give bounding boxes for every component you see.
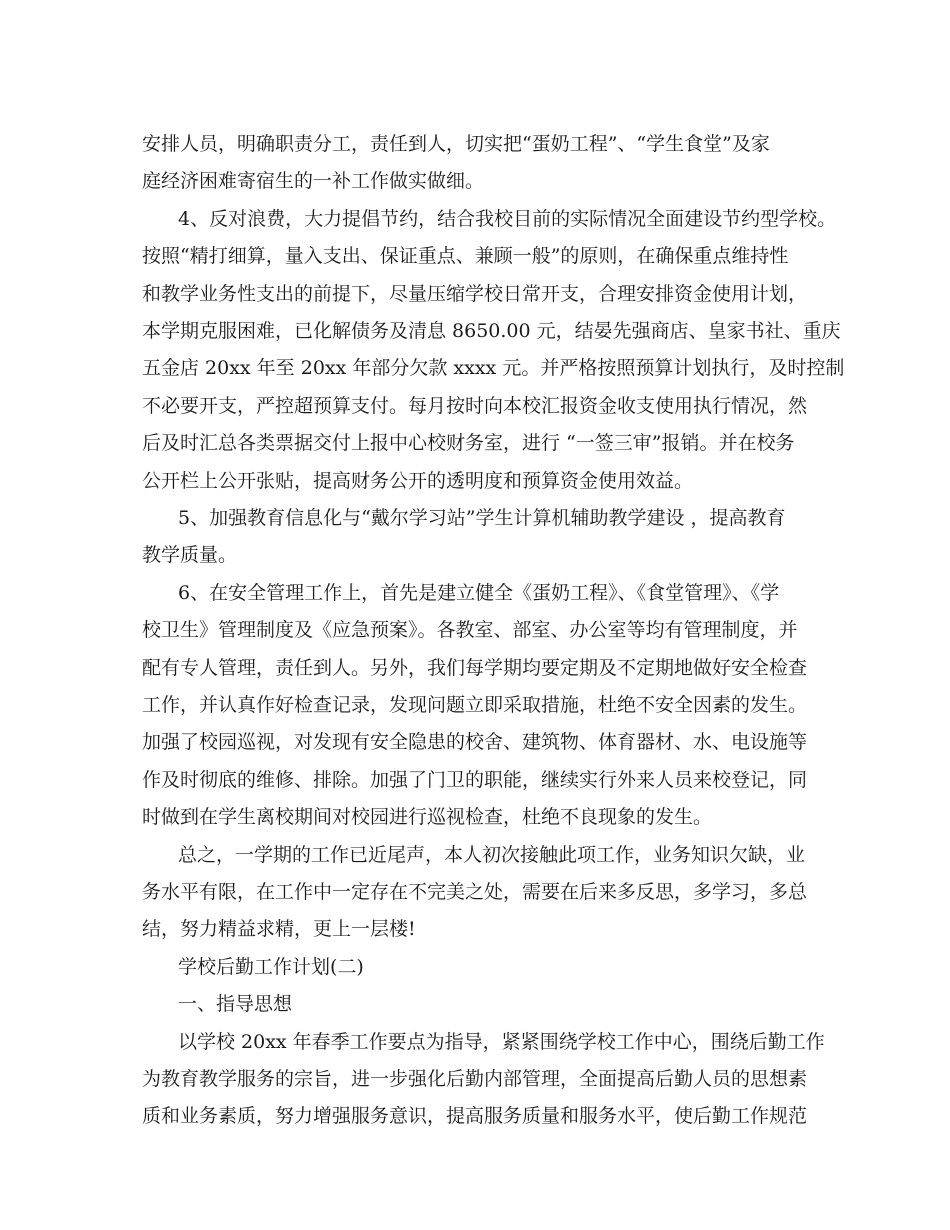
text-line: 庭经济困难寄宿生的一补工作做实做细。 xyxy=(142,170,485,192)
text-line: 务水平有限，在工作中一定存在不完美之处，需要在后来多反思，多学习，多总 xyxy=(142,881,808,903)
paragraph-heading: 以学校 20xx 年春季工作要点为指导，紧紧围绕学校工作中心，围绕后勤工作 xyxy=(178,1031,825,1053)
text-line: 后及时汇总各类票据交付上报中心校财务室，进行 “一签三审”报销。并在校务 xyxy=(142,432,795,454)
paragraph-heading: 4、反对浪费，大力提倡节约，结合我校目前的实际情况全面建设节约型学校。 xyxy=(178,208,837,230)
text-line: 时做到在学生离校期间对校园进行巡视检查，杜绝不良现象的发生。 xyxy=(142,806,713,828)
text-line: 按照“精打细算，量入支出、保证重点、兼顾一般”的原则，在确保重点维持性 xyxy=(142,245,789,267)
text-line: 安排人员，明确职责分工，责任到人，切实把“蛋奶工程”、“学生食堂”及家 xyxy=(142,133,770,155)
text-line: 配有专人管理，责任到人。另外，我们每学期均要定期及不定期地做好安全检查 xyxy=(142,657,808,679)
text-line: 校卫生》管理制度及《应急预案》。各教室、部室、办公室等均有管理制度，并 xyxy=(142,619,798,641)
section-title: 学校后勤工作计划(二) xyxy=(178,956,364,978)
text-line: 工作，并认真作好检查记录，发现问题立即采取措施，杜绝不安全因素的发生。 xyxy=(142,694,808,716)
text-line: 为教育教学服务的宗旨，进一步强化后勤内部管理，全面提高后勤人员的思想素 xyxy=(142,1068,808,1090)
text-line: 质和业务素质，努力增强服务意识，提高服务质量和服务水平，使后勤工作规范 xyxy=(142,1105,808,1127)
section-heading: 一、指导思想 xyxy=(178,993,293,1015)
text-line: 加强了校园巡视，对发现有安全隐患的校舍、建筑物、体育器材、水、电设施等 xyxy=(142,731,808,753)
text-line: 不必要开支，严控超预算支付。每月按时向本校汇报资金收支使用执行情况，然 xyxy=(142,395,808,417)
paragraph-heading: 总之，一学期的工作已近尾声，本人初次接触此项工作，业务知识欠缺，业 xyxy=(178,844,806,866)
text-line: 结，努力精益求精，更上一层楼! xyxy=(142,918,416,940)
paragraph-heading: 5、加强教育信息化与“戴尔学习站”学生计算机辅助教学建设 ，提高教育 xyxy=(178,507,786,529)
text-line: 教学质量。 xyxy=(142,544,238,566)
text-line: 五金店 20xx 年至 20xx 年部分欠款 xxxx 元。并严格按照预算计划执行，及时控制 xyxy=(142,357,845,379)
text-line: 公开栏上公开张贴，提高财务公开的透明度和预算资金使用效益。 xyxy=(142,470,694,492)
paragraph-heading: 6、在安全管理工作上，首先是建立健全《蛋奶工程》、《食堂管理》、《学 xyxy=(178,582,780,604)
text-line: 作及时彻底的维修、排除。加强了门卫的职能，继续实行外来人员来校登记，同 xyxy=(142,769,808,791)
text-line: 和教学业务性支出的前提下，尽量压缩学校日常开支，合理安排资金使用计划， xyxy=(142,283,808,305)
text-line: 本学期克服困难，已化解债务及清息 8650.00 元，结晏先强商店、皇家书社、重庆 xyxy=(142,320,841,342)
